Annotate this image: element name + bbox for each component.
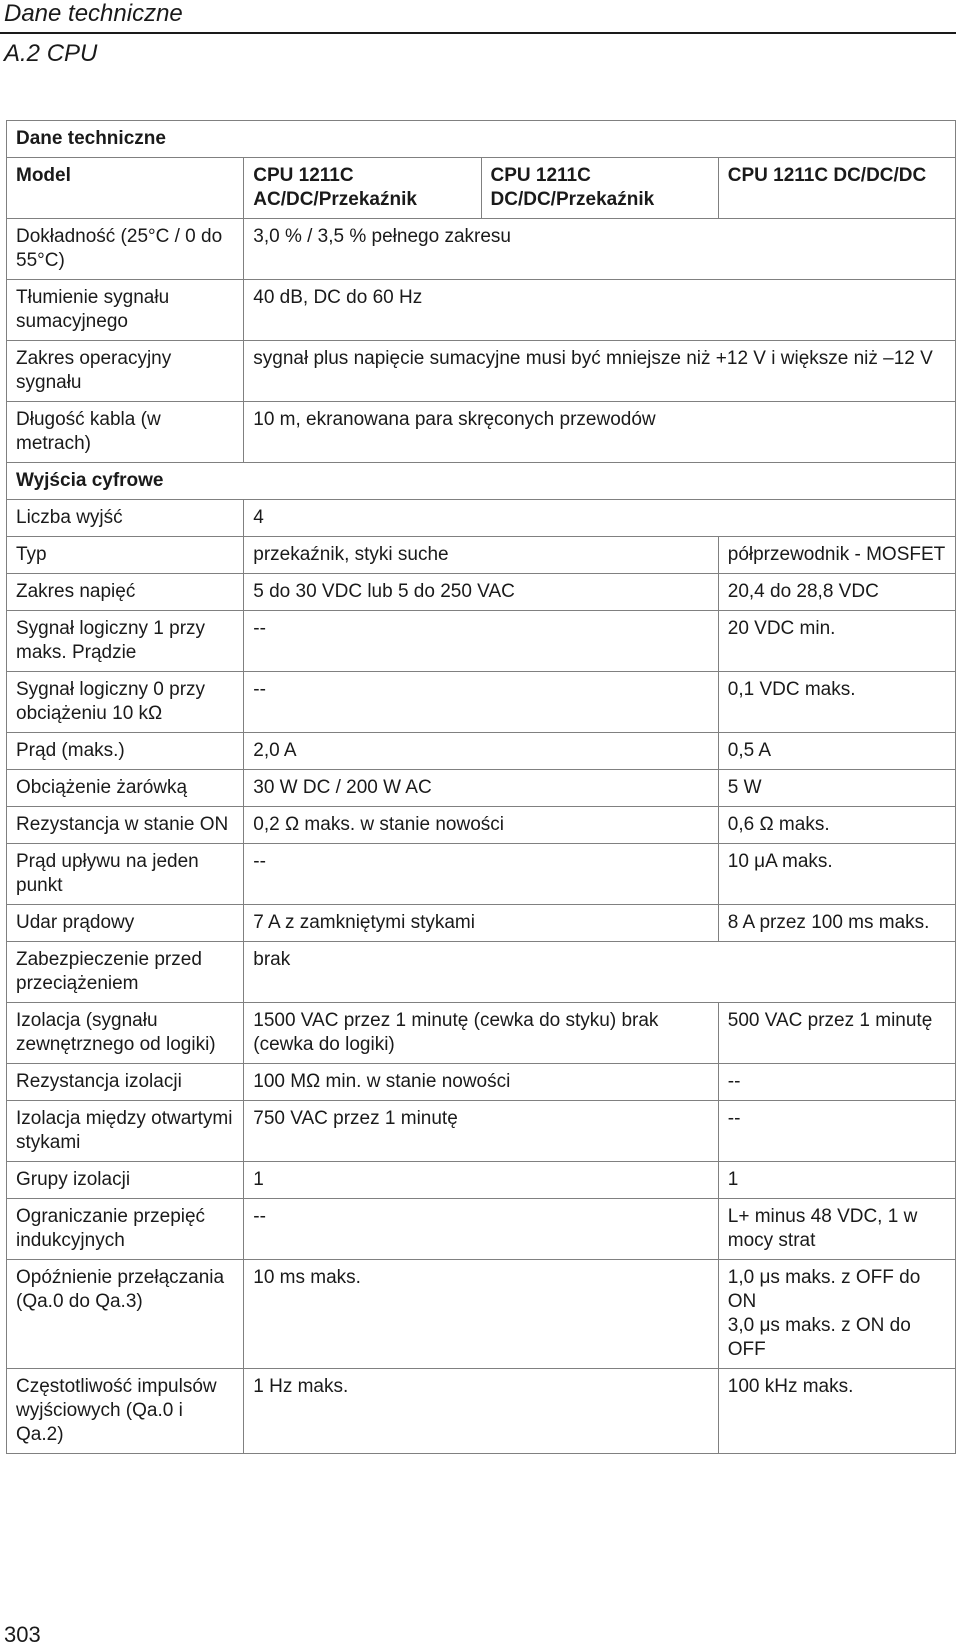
row-label: Rezystancja izolacji: [7, 1064, 244, 1101]
row-label: Liczba wyjść: [7, 500, 244, 537]
table-row: [7, 402, 956, 463]
table-row: [7, 280, 956, 341]
table-row: [7, 1162, 956, 1199]
header-divider: [0, 32, 956, 34]
model-label: Model: [7, 158, 244, 219]
row-label: Typ: [7, 537, 244, 574]
dc-value: 100 kHz maks.: [718, 1369, 955, 1454]
row-label: Prąd (maks.): [7, 733, 244, 770]
dc-value-line: 3,0 μs maks. z ON do OFF: [727, 1315, 911, 1360]
spec-table: [6, 120, 956, 1454]
dc-value: 20 VDC min.: [718, 611, 955, 672]
relay-value: przekaźnik, styki suche: [244, 537, 719, 574]
table-row: [7, 611, 956, 672]
section-title: Wyjścia cyfrowe: [7, 463, 956, 500]
row-label: Izolacja między otwartymi stykami: [7, 1101, 244, 1162]
table-caption: Dane techniczne: [7, 121, 956, 158]
row-value: 10 m, ekranowana para skręconych przewodów: [244, 402, 956, 463]
row-label: Tłumienie sygnału sumacyjnego: [7, 280, 244, 341]
dc-value: 1: [718, 1162, 955, 1199]
relay-value: --: [244, 1199, 719, 1260]
relay-value: 5 do 30 VDC lub 5 do 250 VAC: [244, 574, 719, 611]
row-label: Rezystancja w stanie ON: [7, 807, 244, 844]
dc-value: --: [718, 1101, 955, 1162]
table-row: [7, 1199, 956, 1260]
dc-value: półprzewodnik - MOSFET: [718, 537, 955, 574]
header-title: Dane techniczne: [4, 0, 183, 27]
relay-value: 1500 VAC przez 1 minutę (cewka do styku) brak (cewka do logiki): [244, 1003, 719, 1064]
dc-value: 0,1 VDC maks.: [718, 672, 955, 733]
relay-value: 2,0 A: [244, 733, 719, 770]
relay-value: 10 ms maks.: [244, 1260, 719, 1369]
row-label: Udar prądowy: [7, 905, 244, 942]
row-label: Zabezpieczenie przed przeciążeniem: [7, 942, 244, 1003]
table-row: [7, 1260, 956, 1369]
dc-value: 0,5 A: [718, 733, 955, 770]
relay-value: --: [244, 611, 719, 672]
row-label: Zakres operacyjny sygnału: [7, 341, 244, 402]
row-value: 40 dB, DC do 60 Hz: [244, 280, 956, 341]
table-row: [7, 942, 956, 1003]
table-row: [7, 574, 956, 611]
model-ac-dc-relay: CPU 1211C AC/DC/Przekaźnik: [244, 158, 481, 219]
table-row: [7, 807, 956, 844]
dc-value: 500 VAC przez 1 minutę: [718, 1003, 955, 1064]
table-row: [7, 341, 956, 402]
row-value: sygnał plus napięcie sumacyjne musi być mniejsze niż +12 V i większe niż –12 V: [244, 341, 956, 402]
row-value: 3,0 % / 3,5 % pełnego zakresu: [244, 219, 956, 280]
table-row: [7, 905, 956, 942]
row-label: Ograniczanie przepięć indukcyjnych: [7, 1199, 244, 1260]
dc-value: 20,4 do 28,8 VDC: [718, 574, 955, 611]
table-row: [7, 219, 956, 280]
row-label: Dokładność (25°C / 0 do 55°C): [7, 219, 244, 280]
table-row: [7, 1064, 956, 1101]
model-dc-dc-dc: CPU 1211C DC/DC/DC: [718, 158, 955, 219]
relay-value: 1: [244, 1162, 719, 1199]
model-row: [7, 158, 956, 219]
table-row: [7, 1101, 956, 1162]
dc-value: --: [718, 1064, 955, 1101]
table-caption-row: [7, 121, 956, 158]
row-label: Sygnał logiczny 1 przy maks. Prądzie: [7, 611, 244, 672]
row-label: Zakres napięć: [7, 574, 244, 611]
row-value: brak: [244, 942, 956, 1003]
row-label: Opóźnienie przełączania (Qa.0 do Qa.3): [7, 1260, 244, 1369]
table-row: [7, 500, 956, 537]
row-label: Prąd upływu na jeden punkt: [7, 844, 244, 905]
dc-value-line: 1,0 μs maks. z OFF do ON: [727, 1267, 921, 1312]
relay-value: 100 MΩ min. w stanie nowości: [244, 1064, 719, 1101]
relay-value: 750 VAC przez 1 minutę: [244, 1101, 719, 1162]
relay-value: --: [244, 844, 719, 905]
row-label: Izolacja (sygnału zewnętrznego od logiki): [7, 1003, 244, 1064]
model-dc-dc-relay: CPU 1211C DC/DC/Przekaźnik: [481, 158, 718, 219]
section-row: [7, 463, 956, 500]
table-row: [7, 733, 956, 770]
row-label: Sygnał logiczny 0 przy obciążeniu 10 kΩ: [7, 672, 244, 733]
dc-value: [718, 1260, 955, 1369]
page-number: 303: [4, 1622, 41, 1647]
table-row: [7, 672, 956, 733]
relay-value: --: [244, 672, 719, 733]
relay-value: 30 W DC / 200 W AC: [244, 770, 719, 807]
relay-value: 1 Hz maks.: [244, 1369, 719, 1454]
table-row: [7, 537, 956, 574]
row-label: Grupy izolacji: [7, 1162, 244, 1199]
header-subtitle: A.2 CPU: [4, 40, 98, 67]
relay-value: 7 A z zamkniętymi stykami: [244, 905, 719, 942]
row-label: Częstotliwość impulsów wyjściowych (Qa.0 i Qa.2): [7, 1369, 244, 1454]
row-label: Obciążenie żarówką: [7, 770, 244, 807]
table-row: [7, 770, 956, 807]
row-value: 4: [244, 500, 956, 537]
relay-value: 0,2 Ω maks. w stanie nowości: [244, 807, 719, 844]
dc-value: 0,6 Ω maks.: [718, 807, 955, 844]
dc-value: 10 μA maks.: [718, 844, 955, 905]
row-label: Długość kabla (w metrach): [7, 402, 244, 463]
dc-value: L+ minus 48 VDC, 1 w mocy strat: [718, 1199, 955, 1260]
table-row: [7, 844, 956, 905]
dc-value: 5 W: [718, 770, 955, 807]
table-row: [7, 1003, 956, 1064]
dc-value: 8 A przez 100 ms maks.: [718, 905, 955, 942]
table-row: [7, 1369, 956, 1454]
